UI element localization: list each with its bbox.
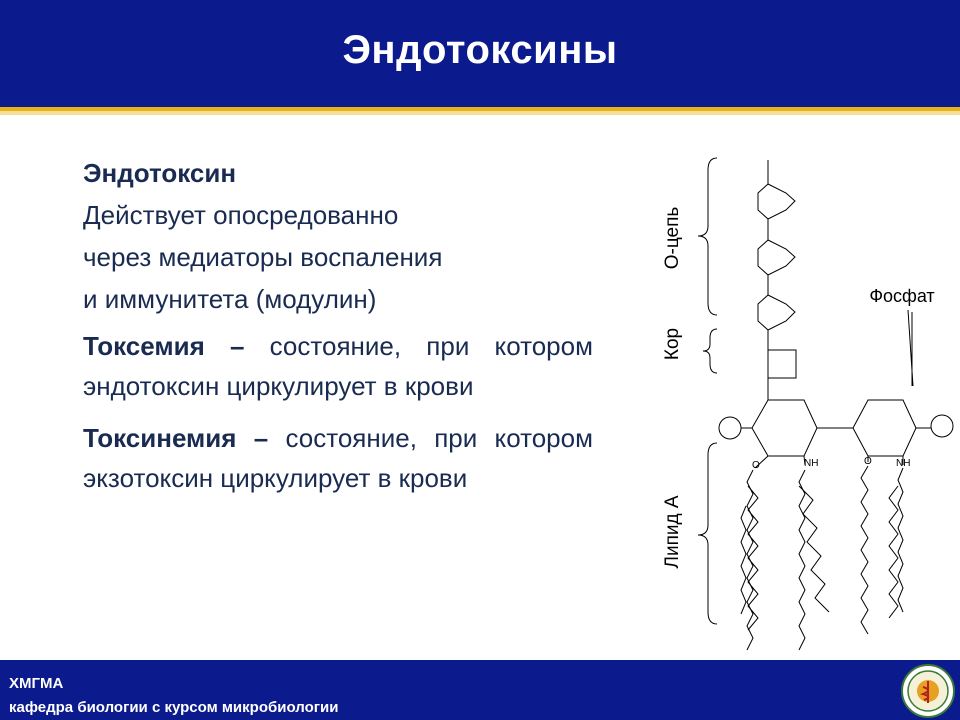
toxemia-dash: – <box>204 331 270 361</box>
core-sugar <box>768 350 796 378</box>
o-chain-sugar <box>758 240 795 275</box>
o-chain-brace <box>698 158 717 315</box>
page-title: Эндотоксины <box>342 28 618 72</box>
footer-dept: кафедра биологии с курсом микробиологии <box>9 699 339 716</box>
lipid-a-brace <box>698 443 717 624</box>
phosphate-label: Фосфат <box>869 286 935 306</box>
core-label: Кор <box>662 327 683 361</box>
text-line-1: Действует опосредованно <box>83 200 399 230</box>
footer-org: ХМГМА <box>9 675 64 692</box>
lipid-a-sugar-left <box>752 400 817 456</box>
fatty-acid-chain <box>898 468 903 612</box>
fatty-acid-chain <box>741 506 746 614</box>
core-brace <box>703 329 717 373</box>
endotoxin-heading: Эндотоксин <box>83 158 237 188</box>
text-line-2: через медиаторы воспаления <box>83 242 443 272</box>
o-chain-label: О-цепь <box>662 206 683 270</box>
toxinemia-term: Токсинемия <box>83 423 237 453</box>
o-chain-sugar <box>758 184 795 219</box>
toxinemia-definition <box>83 418 593 498</box>
phosphate-left <box>719 417 741 439</box>
toxinemia-text: состояние, при котором экзотоксин циркулирует в крови <box>83 423 593 493</box>
oxygen-label-right: O <box>864 456 872 467</box>
fatty-acid-chain <box>889 486 898 618</box>
academy-logo-icon <box>900 663 956 719</box>
nh-label-left: NH <box>804 458 819 469</box>
fatty-acid-chain <box>799 470 805 650</box>
header-accent-rule-light <box>0 111 960 115</box>
phosphate-right <box>931 415 953 437</box>
fatty-acid-chain <box>861 466 868 634</box>
lipid-a-label: Липид А <box>662 495 683 569</box>
lipid-a-sugar-right <box>853 400 916 456</box>
toxemia-term: Токсемия <box>83 331 205 361</box>
nh-label-right: NH <box>896 458 911 469</box>
toxemia-definition <box>83 326 593 406</box>
o-chain-sugar <box>758 295 795 330</box>
slide-text <box>83 152 593 498</box>
lps-structure-diagram <box>640 140 960 660</box>
oxygen-label-left: O <box>752 460 760 471</box>
toxemia-text: состояние, при котором эндотоксин циркулирует в крови <box>83 331 593 401</box>
text-line-3: и иммунитета (модулин) <box>83 284 377 314</box>
toxinemia-dash: – <box>236 423 286 453</box>
